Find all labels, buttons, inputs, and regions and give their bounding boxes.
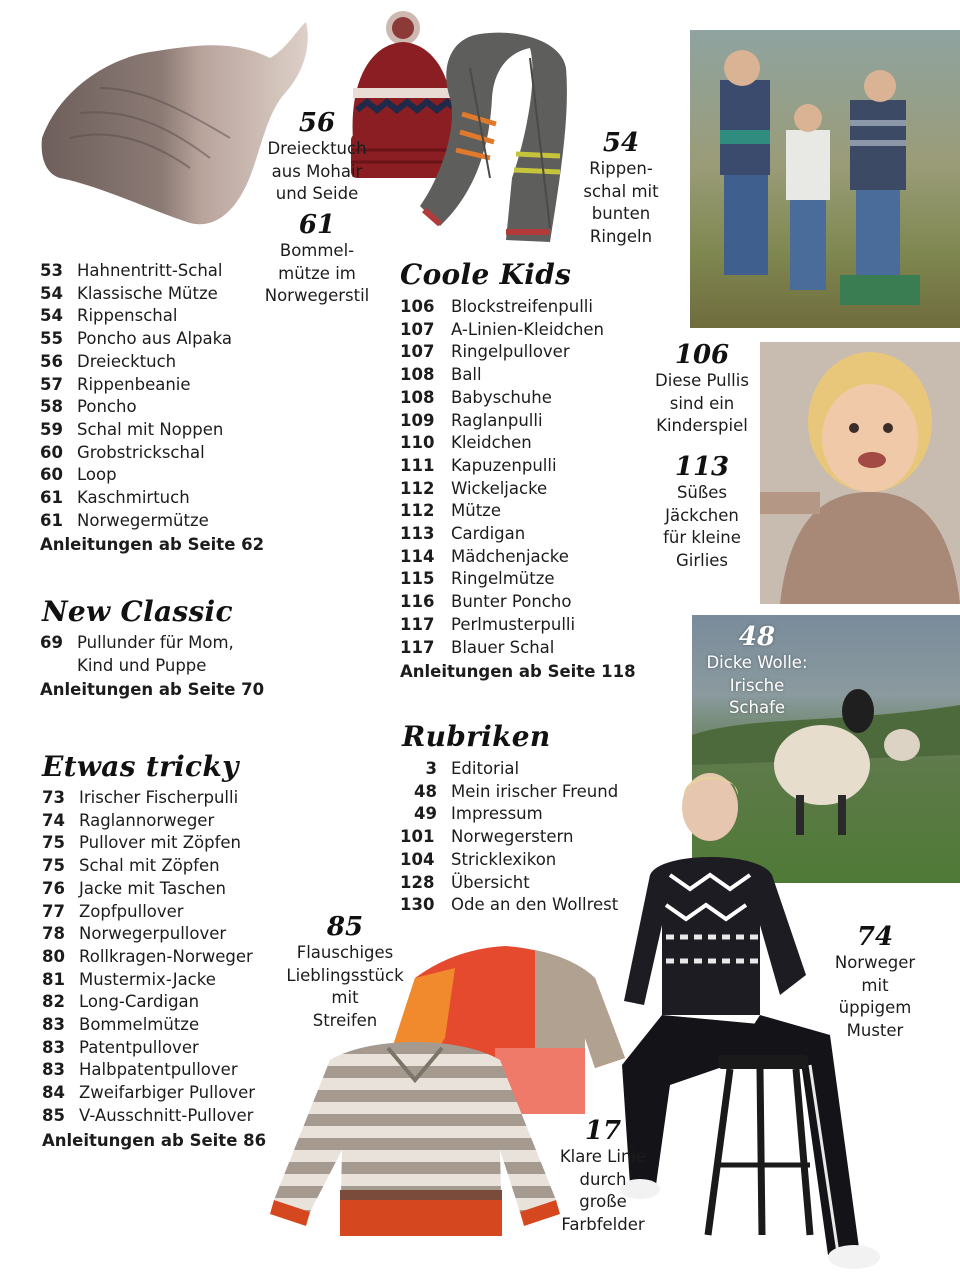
caption-line: und Seide (275, 184, 359, 204)
page-number: 101 (400, 827, 435, 847)
list-item[interactable] (400, 387, 636, 410)
page-number: 112 (400, 478, 435, 498)
item-title: Bommelmütze (79, 1015, 200, 1035)
page-number: 85 (42, 1105, 65, 1125)
caption-page-number: 56 (298, 108, 336, 138)
list-item[interactable] (42, 1037, 266, 1060)
item-title: Halbpatentpullover (79, 1060, 238, 1080)
item-title: Kapuzenpulli (451, 455, 557, 475)
page-number: 128 (400, 872, 435, 892)
list-item[interactable] (40, 305, 264, 328)
caption-line: Diese Pullis (655, 371, 749, 390)
item-title: Bunter Poncho (451, 592, 572, 612)
list-item[interactable] (40, 419, 264, 442)
item-title: Mustermix-Jacke (79, 969, 216, 989)
item-title: Long-Cardigan (79, 992, 200, 1012)
list-item[interactable] (42, 787, 266, 810)
page-number: 108 (400, 387, 435, 407)
item-title: Impressum (451, 804, 543, 824)
item-title: Perlmusterpulli (451, 614, 576, 634)
caption-line: Muster (846, 1021, 904, 1041)
caption-page-number: 113 (674, 452, 730, 482)
instructions-footer[interactable]: Anleitungen ab Seite 118 (400, 662, 636, 682)
caption-page-number: 54 (602, 128, 640, 158)
item-title: Loop (77, 465, 117, 485)
section-heading-new-classic: New Classic (42, 595, 233, 628)
caption-line: durch (579, 1169, 627, 1189)
caption-line: mit (331, 988, 359, 1008)
list-item[interactable] (42, 1105, 266, 1128)
page-number: 117 (400, 614, 435, 634)
page-number: 80 (42, 946, 65, 966)
list-item[interactable] (400, 364, 636, 387)
list-item[interactable] (400, 296, 636, 319)
page-number: 54 (40, 306, 63, 326)
item-title: Schal mit Noppen (77, 419, 224, 439)
caption-line: Streifen (312, 1011, 378, 1031)
caption-line: mütze im (278, 263, 356, 283)
page-number: 110 (400, 433, 435, 453)
list-item[interactable] (42, 832, 266, 855)
list-item[interactable] (400, 781, 618, 804)
caption-line: Girlies (675, 551, 729, 571)
list-item[interactable] (400, 803, 618, 826)
etwas-tricky-list (42, 787, 266, 1152)
page-number: 117 (400, 637, 435, 657)
caption-line: Flauschiges (296, 943, 394, 962)
list-item[interactable] (400, 432, 636, 455)
page-number: 84 (42, 1083, 65, 1103)
item-title: Klassische Mütze (77, 283, 218, 303)
page-number: 48 (414, 781, 437, 801)
list-item[interactable] (40, 510, 264, 533)
list-item[interactable] (42, 991, 266, 1014)
caption-triangle-shawl[interactable] (262, 108, 372, 206)
caption-line: Jäckchen (665, 505, 739, 525)
caption-line: Norwegerstil (264, 286, 370, 306)
section-heading-etwas-tricky: Etwas tricky (42, 750, 239, 783)
page-number: 58 (40, 397, 63, 417)
page-number: 55 (40, 329, 63, 349)
item-title: Übersicht (451, 872, 530, 892)
item-title: Ode an den Wollrest (451, 895, 619, 915)
caption-line: Rippen- (589, 159, 653, 178)
page-number: 57 (40, 374, 63, 394)
section-heading-rubriken: Rubriken (402, 720, 551, 753)
kids-outdoor-photo (690, 30, 960, 328)
page-number: 130 (400, 895, 435, 915)
caption-line: Kinderspiel (656, 416, 748, 436)
list-item[interactable] (400, 826, 618, 849)
list-item[interactable] (42, 969, 266, 992)
page-number: 106 (400, 297, 435, 316)
list-item-continuation (40, 655, 264, 678)
page-number: 74 (42, 810, 65, 830)
item-title: Kaschmirtuch (77, 488, 190, 508)
list-item[interactable] (42, 946, 266, 969)
page-number: 83 (42, 1060, 65, 1080)
list-item[interactable] (400, 591, 636, 614)
list-item[interactable] (40, 328, 264, 351)
list-item[interactable] (400, 500, 636, 523)
list-item[interactable] (40, 351, 264, 374)
caption-rib-scarf[interactable] (576, 128, 666, 249)
item-title: Raglanpulli (451, 410, 543, 430)
item-title: Editorial (451, 759, 520, 778)
item-title: Norwegerpullover (79, 924, 227, 944)
caption-page-number: 106 (674, 340, 730, 370)
caption-line: Farbfelder (561, 1215, 645, 1235)
caption-line: Norweger (834, 953, 916, 972)
item-title: Zweifarbiger Pullover (79, 1083, 256, 1103)
page-number: 54 (40, 283, 63, 303)
page-number: 77 (42, 901, 65, 921)
item-title: Mein irischer Freund (451, 781, 619, 801)
page-number: 113 (400, 524, 435, 544)
page-number: 75 (42, 856, 65, 876)
caption-page-number: 61 (298, 210, 336, 240)
caption-line: mit (861, 975, 889, 995)
instructions-footer[interactable]: Anleitungen ab Seite 86 (42, 1130, 267, 1150)
baby-photo (760, 342, 960, 604)
page-number: 81 (42, 969, 65, 989)
list-item[interactable] (42, 855, 266, 878)
page-number: 108 (400, 365, 435, 385)
page-number: 111 (400, 455, 435, 475)
page-number: 78 (42, 924, 65, 944)
list-item[interactable] (40, 260, 264, 283)
caption-line: Süßes (676, 483, 728, 502)
item-title: Jacke mit Taschen (79, 878, 226, 898)
list-item[interactable] (400, 637, 636, 660)
page-number: 104 (400, 849, 435, 869)
list-item[interactable] (42, 878, 266, 901)
page-number: 75 (42, 833, 65, 853)
item-title: V-Ausschnitt-Pullover (79, 1105, 254, 1125)
list-item[interactable] (400, 523, 636, 546)
caption-line: aus Mohair (271, 161, 363, 181)
page-number: 61 (40, 510, 63, 530)
item-title: Irischer Fischerpulli (79, 788, 239, 807)
item-title: Babyschuhe (451, 387, 552, 407)
page-number: 107 (400, 319, 435, 339)
list-item[interactable] (400, 546, 636, 569)
caption-line: sind ein (669, 393, 735, 413)
rib-scarf-image (410, 28, 580, 250)
caption-line: Dicke Wolle: (706, 653, 808, 672)
item-title: Blauer Schal (451, 637, 555, 657)
caption-striped-sweater[interactable] (280, 912, 410, 1033)
item-title: Norwegermütze (77, 510, 209, 530)
item-title: Rollkragen-Norweger (79, 946, 253, 966)
item-title: A-Linien-Kleidchen (451, 319, 605, 339)
item-title: Patentpullover (79, 1037, 199, 1057)
page-number: 49 (414, 804, 437, 824)
item-title: Wickeljacke (451, 478, 548, 498)
list-item[interactable] (40, 283, 264, 306)
item-title: Kleidchen (451, 433, 532, 453)
list-item[interactable] (42, 1014, 266, 1037)
item-title: Cardigan (451, 524, 526, 544)
list-item[interactable] (400, 341, 636, 364)
caption-line: üppigem (838, 998, 912, 1018)
item-title: Pullunder für Mom, (77, 633, 234, 652)
caption-irish-sheep[interactable] (698, 622, 816, 720)
item-title: Poncho (77, 397, 137, 417)
page-number: 116 (400, 592, 435, 612)
list-item[interactable] (40, 487, 264, 510)
instructions-footer[interactable]: Anleitungen ab Seite 62 (40, 535, 265, 555)
striped-sweater-image (270, 1030, 560, 1240)
caption-color-block-sweater[interactable] (556, 1116, 650, 1237)
accessories-list (40, 260, 264, 557)
list-item[interactable] (400, 758, 618, 781)
list-item[interactable] (40, 396, 264, 419)
page-number: 56 (40, 351, 63, 371)
caption-bobble-hat[interactable] (258, 210, 376, 308)
coole-kids-list (400, 296, 636, 684)
list-item[interactable] (400, 568, 636, 591)
caption-line: für kleine (663, 528, 741, 548)
page-number: 83 (42, 1037, 65, 1057)
item-title: Stricklexikon (451, 849, 557, 869)
page-number: 60 (40, 442, 63, 462)
item-title: Pullover mit Zöpfen (79, 833, 241, 853)
page-number: 114 (400, 546, 435, 566)
page-number: 82 (42, 992, 65, 1012)
list-item[interactable] (40, 442, 264, 465)
list-item[interactable] (400, 894, 618, 917)
item-title: Ringelpullover (451, 342, 570, 362)
item-title: Blockstreifenpulli (451, 297, 593, 316)
caption-line: Schafe (728, 698, 786, 718)
page-number: 69 (40, 633, 63, 652)
item-title-line2: Kind und Puppe (77, 655, 207, 675)
caption-line: Lieblingsstück (286, 965, 404, 985)
item-title: Dreiecktuch (77, 351, 177, 371)
caption-page-number: 17 (584, 1116, 622, 1146)
item-title: Ringelmütze (451, 569, 555, 589)
list-item[interactable] (40, 464, 264, 487)
caption-line: große (579, 1192, 627, 1212)
item-title: Ball (451, 365, 482, 385)
page-number: 60 (40, 465, 63, 485)
section-heading-coole-kids: Coole Kids (400, 258, 572, 291)
page-number: 61 (40, 488, 63, 508)
caption-line: Klare Linie (559, 1147, 647, 1166)
list-item[interactable] (400, 478, 636, 501)
item-title: Schal mit Zöpfen (79, 856, 220, 876)
caption-baby-jacket[interactable] (648, 452, 756, 573)
rubriken-list (400, 758, 618, 917)
page-number: 76 (42, 878, 65, 898)
list-item[interactable] (42, 1082, 266, 1105)
page-number: 109 (400, 410, 435, 430)
page-number: 112 (400, 501, 435, 521)
item-title: Mädchenjacke (451, 546, 569, 566)
caption-line: Irische (729, 675, 785, 695)
list-item[interactable] (42, 923, 266, 946)
page-number: 83 (42, 1015, 65, 1035)
list-item[interactable] (400, 849, 618, 872)
caption-page-number: 48 (738, 622, 776, 652)
list-item[interactable] (400, 872, 618, 895)
page-number: 53 (40, 261, 63, 280)
instructions-footer[interactable]: Anleitungen ab Seite 70 (40, 680, 265, 700)
caption-kids-sweaters[interactable] (648, 340, 756, 438)
item-title: Rippenbeanie (77, 374, 191, 394)
list-item[interactable] (400, 455, 636, 478)
item-title: Raglannorweger (79, 810, 215, 830)
page-number: 107 (400, 342, 435, 362)
list-item[interactable] (400, 319, 636, 342)
list-item[interactable] (40, 632, 264, 655)
list-item[interactable] (42, 901, 266, 924)
page-number: 115 (400, 569, 435, 589)
list-item[interactable] (42, 810, 266, 833)
caption-line: schal mit (583, 181, 659, 201)
list-item[interactable] (40, 374, 264, 397)
item-title: Mütze (451, 501, 501, 521)
caption-line: Ringeln (589, 227, 653, 247)
caption-line: Dreiecktuch (267, 139, 367, 158)
item-title: Zopfpullover (79, 901, 184, 921)
list-item[interactable] (400, 410, 636, 433)
caption-norwegian-sweater[interactable] (828, 922, 922, 1043)
item-title: Rippenschal (77, 306, 178, 326)
new-classic-list (40, 632, 264, 702)
list-item[interactable] (400, 614, 636, 637)
page-number: 59 (40, 419, 63, 439)
caption-page-number: 74 (856, 922, 894, 952)
page-number: 3 (425, 759, 437, 778)
caption-page-number: 85 (326, 912, 364, 942)
item-title: Grobstrickschal (77, 442, 205, 462)
item-title: Poncho aus Alpaka (77, 329, 233, 349)
page-number: 73 (42, 788, 65, 807)
item-title: Hahnentritt-Schal (77, 261, 223, 280)
caption-line: bunten (591, 204, 651, 224)
list-item[interactable] (42, 1059, 266, 1082)
item-title: Norwegerstern (451, 827, 574, 847)
caption-line: Bommel- (279, 241, 355, 260)
